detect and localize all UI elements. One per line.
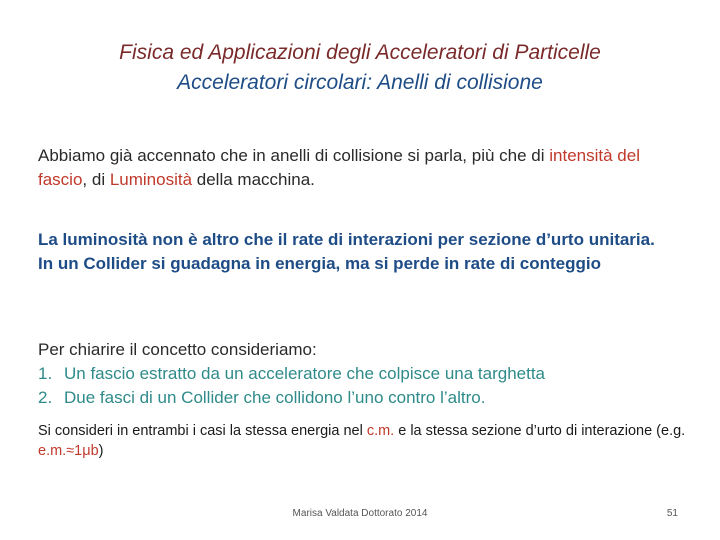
title-line-2: Acceleratori circolari: Anelli di collisione (177, 71, 543, 94)
list-item-text: Due fasci di un Collider che collidono l’uno contro l’altro. (64, 388, 486, 407)
luminosity-definition-line: La luminosità non è altro che il rate di interazioni per sezione d’urto unitaria. (38, 230, 655, 249)
paragraph-intro-text-a: Abbiamo già accennato che in anelli di collisione si parla, più che di (38, 146, 550, 165)
paragraph-luminosity-definition (38, 228, 688, 276)
title-line-1: Fisica ed Applicazioni degli Acceleratori di Particelle (119, 41, 601, 64)
list-item (38, 362, 688, 386)
paragraph-intro (38, 144, 688, 192)
assumptions-text-c: e la stessa sezione d’urto di interazione (e.g. (394, 423, 686, 439)
footer-author: Marisa Valdata Dottorato 2014 (292, 508, 428, 519)
paragraph-assumptions (38, 421, 688, 461)
cross-section-value: e.m.≈1μb (38, 443, 99, 459)
center-of-mass-term: c.m. (366, 423, 395, 439)
list-item (38, 386, 688, 410)
list-item-text: Un fascio estratto da un acceleratore che colpisce una targhetta (64, 364, 546, 383)
assumptions-text-e: ) (98, 443, 104, 459)
paragraph-examples (38, 338, 688, 410)
examples-intro: Per chiarire il concetto consideriamo: (38, 340, 317, 359)
list-item-number: 2. (38, 388, 53, 407)
luminosity-term: Luminosità (109, 170, 193, 189)
paragraph-intro-text-e: della macchina. (192, 170, 315, 189)
slide-title (40, 38, 680, 98)
collider-tradeoff-line: In un Collider si guadagna in energia, ma si perde in rate di conteggio (38, 254, 601, 273)
beam-intensity-term: intensità del fascio (38, 146, 640, 189)
list-item-number: 1. (38, 364, 53, 383)
paragraph-intro-text-c: , di (82, 170, 110, 189)
assumptions-text-a: Si consideri in entrambi i casi la stessa energia nel (38, 423, 367, 439)
page-number: 51 (666, 508, 678, 519)
